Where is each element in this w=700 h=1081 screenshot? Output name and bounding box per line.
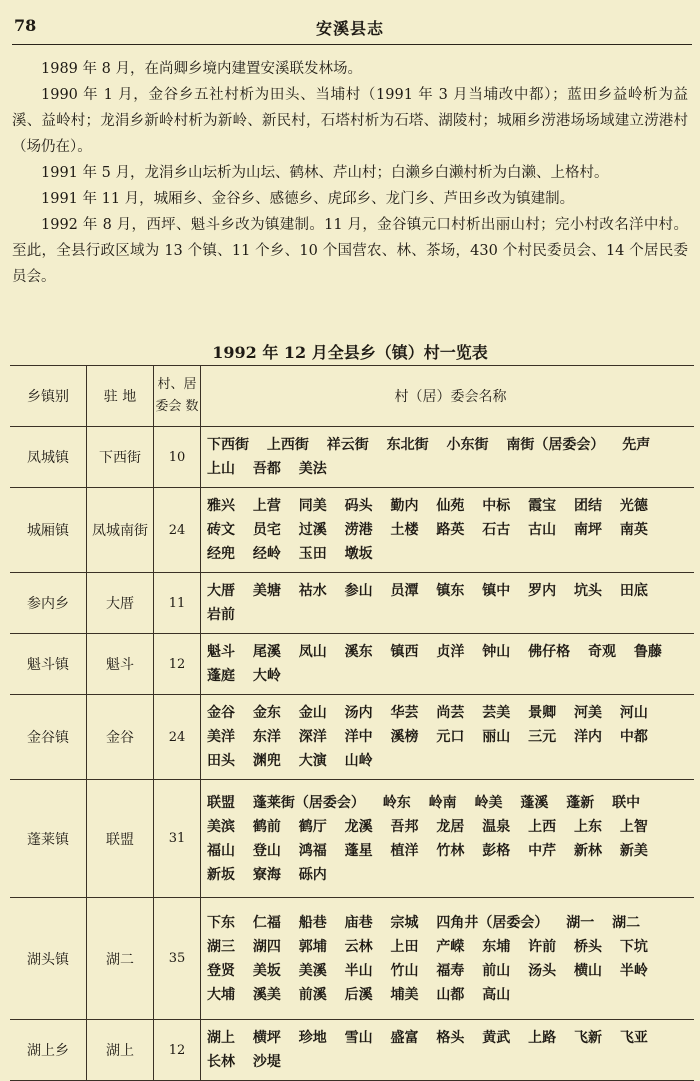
village-name: 桥头 xyxy=(574,938,602,955)
village-name: 华芸 xyxy=(390,705,419,721)
village-name: 参山 xyxy=(344,583,373,599)
village-name: 埔美 xyxy=(390,986,419,1003)
village-name: 路英 xyxy=(436,522,465,538)
village-name: 南坪 xyxy=(574,522,602,538)
header-count: 村、居委会 数 xyxy=(154,366,201,427)
village-name: 蓬新 xyxy=(566,794,595,811)
village-name: 福山 xyxy=(207,842,235,859)
names-cell xyxy=(201,634,695,695)
header-rule xyxy=(12,44,692,45)
village-name: 大演 xyxy=(298,753,327,769)
paragraph: 1992 年 8 月，西坪、魁斗乡改为镇建制。11 月，金谷镇元口村析出丽山村；完小村改名洋中村。至此，全县行政区域为 13 个镇、11 个乡、10 个国营农、林、茶场，430 个村民委员会、14 个居民委员会。 xyxy=(12,217,688,285)
village-name: 蓬星 xyxy=(344,842,373,859)
town-cell: 凤城镇 xyxy=(10,427,87,488)
village-name: 美洋 xyxy=(207,729,235,745)
village-name: 勤内 xyxy=(390,498,419,514)
village-name: 上智 xyxy=(619,818,648,835)
village-name: 福寿 xyxy=(436,962,465,979)
village-name: 佛仔格 xyxy=(528,644,571,660)
village-name: 丽山 xyxy=(482,729,511,745)
village-name: 前溪 xyxy=(298,986,327,1003)
village-name: 田底 xyxy=(619,583,648,599)
village-name: 下西街 xyxy=(207,437,249,453)
village-name: 洋中 xyxy=(344,729,373,745)
village-name: 深洋 xyxy=(298,729,327,745)
village-name: 宗城 xyxy=(390,914,419,931)
village-name: 元口 xyxy=(436,729,465,745)
village-name: 半山 xyxy=(344,962,373,979)
village-name: 鹤厅 xyxy=(298,818,327,835)
village-name: 雅兴 xyxy=(207,498,235,514)
names-list xyxy=(207,634,694,694)
village-name: 美法 xyxy=(298,461,327,477)
town-cell: 魁斗镇 xyxy=(10,634,87,695)
village-name: 溪榜 xyxy=(390,729,419,745)
village-name: 汤内 xyxy=(344,705,373,721)
village-name: 仙苑 xyxy=(436,498,465,514)
village-name: 黄武 xyxy=(482,1030,511,1046)
village-name: 吾都 xyxy=(252,461,281,477)
village-name: 温泉 xyxy=(482,818,511,835)
village-name: 南街（居委会） xyxy=(506,437,605,453)
names-list xyxy=(207,905,694,1013)
table-title: 1992 年 12 月全县乡（镇）村一览表 xyxy=(212,343,488,362)
count-cell: 11 xyxy=(154,573,201,634)
village-name: 仁福 xyxy=(252,914,281,931)
town-cell: 湖头镇 xyxy=(10,898,87,1020)
village-name: 鸿福 xyxy=(298,842,327,859)
table-row xyxy=(10,634,694,695)
paragraph: 1991 年 11 月，城厢乡、金谷乡、感德乡、虎邱乡、龙门乡、芦田乡改为镇建制。 xyxy=(41,191,575,207)
count-cell: 24 xyxy=(154,488,201,573)
village-name: 金山 xyxy=(298,705,327,721)
village-name: 金谷 xyxy=(207,705,235,721)
town-cell: 金谷镇 xyxy=(10,695,87,780)
village-name: 祜水 xyxy=(298,583,327,599)
village-name: 格头 xyxy=(436,1030,465,1046)
village-name: 凤山 xyxy=(298,644,327,660)
names-cell xyxy=(201,898,695,1020)
village-name: 许前 xyxy=(528,938,557,955)
village-name: 沙堤 xyxy=(252,1054,281,1070)
seat-cell: 湖二 xyxy=(87,898,154,1020)
names-list xyxy=(207,1020,694,1080)
village-name: 员宅 xyxy=(252,522,281,538)
village-name: 中芹 xyxy=(528,842,557,859)
village-name: 同美 xyxy=(298,498,327,514)
village-name: 产嵘 xyxy=(436,938,465,955)
village-name: 长林 xyxy=(207,1054,235,1070)
village-name: 岭南 xyxy=(428,794,457,811)
village-name: 岭东 xyxy=(382,794,411,811)
village-name: 东埔 xyxy=(482,938,511,955)
village-name: 经岭 xyxy=(252,546,281,562)
village-name: 湖三 xyxy=(207,938,235,955)
village-name: 雪山 xyxy=(344,1030,373,1046)
village-name: 中都 xyxy=(619,729,648,745)
village-name: 南英 xyxy=(619,522,648,538)
paragraph: 1990 年 1 月，金谷乡五社村析为田头、当埔村（1991 年 3 月当埔改中都）；蓝田乡益岭析为益溪、益岭村；龙涓乡新岭村析为新岭、新民村，石塔村析为石塔、湖陵村；城厢乡涝港场场域建立涝港村（场仍在）。 xyxy=(12,87,688,155)
village-name: 团结 xyxy=(574,498,602,514)
village-name: 湖二 xyxy=(612,914,641,931)
town-cell: 城厢镇 xyxy=(10,488,87,573)
village-name: 景卿 xyxy=(528,705,557,721)
village-name: 新坂 xyxy=(207,866,235,883)
village-name: 蓬溪 xyxy=(520,794,549,811)
village-name: 古山 xyxy=(528,522,557,538)
count-cell: 12 xyxy=(154,634,201,695)
village-name: 罗内 xyxy=(528,583,557,599)
village-name: 竹山 xyxy=(390,962,419,979)
body-text xyxy=(12,56,688,290)
village-name: 横坪 xyxy=(252,1030,281,1046)
village-name: 植洋 xyxy=(390,842,419,859)
village-name: 下坑 xyxy=(619,938,648,955)
village-name: 渊兜 xyxy=(252,753,281,769)
village-name: 下东 xyxy=(207,914,235,931)
seat-cell: 凤城南街 xyxy=(87,488,154,573)
village-name: 联中 xyxy=(612,794,641,811)
village-name: 美塘 xyxy=(252,583,281,599)
village-name: 蓬莱街（居委会） xyxy=(252,794,365,811)
seat-cell: 金谷 xyxy=(87,695,154,780)
names-list xyxy=(207,573,694,633)
village-name: 土楼 xyxy=(390,522,419,538)
village-name: 先声 xyxy=(622,437,651,453)
village-name: 湖一 xyxy=(566,914,595,931)
names-cell xyxy=(201,1020,695,1081)
village-name: 中标 xyxy=(482,498,511,514)
table-row xyxy=(10,695,694,780)
village-name: 大埔 xyxy=(207,986,235,1003)
town-cell: 蓬莱镇 xyxy=(10,780,87,898)
village-name: 美滨 xyxy=(207,818,235,835)
village-name: 美坂 xyxy=(252,962,281,979)
village-name: 庙巷 xyxy=(344,914,373,931)
village-name: 镇东 xyxy=(436,583,465,599)
village-name: 砾内 xyxy=(298,866,327,883)
village-name: 吾邦 xyxy=(390,818,419,835)
count-cell: 10 xyxy=(154,427,201,488)
village-name: 汤头 xyxy=(528,962,557,979)
village-name: 山岭 xyxy=(344,753,373,769)
table-row xyxy=(10,898,694,1020)
village-name: 东洋 xyxy=(252,729,281,745)
village-name: 钟山 xyxy=(482,644,511,660)
village-name: 郭埔 xyxy=(298,938,327,955)
table-body xyxy=(10,427,694,1081)
count-cell: 12 xyxy=(154,1020,201,1081)
village-name: 上田 xyxy=(390,938,419,955)
count-cell: 31 xyxy=(154,780,201,898)
village-name: 小东街 xyxy=(446,437,489,453)
book-title: 安溪县志 xyxy=(315,19,384,38)
names-list xyxy=(207,785,694,893)
village-name: 飞新 xyxy=(574,1030,602,1046)
village-name: 上西街 xyxy=(266,437,309,453)
village-name: 溪东 xyxy=(344,644,373,660)
header-town: 乡镇别 xyxy=(10,366,87,427)
names-cell xyxy=(201,780,695,898)
town-village-table xyxy=(10,365,694,1081)
village-name: 上营 xyxy=(252,498,281,514)
village-name: 光德 xyxy=(619,498,648,514)
town-cell: 参内乡 xyxy=(10,573,87,634)
village-name: 上山 xyxy=(207,461,235,477)
village-name: 祥云街 xyxy=(326,437,369,453)
village-name: 岭美 xyxy=(474,794,503,811)
village-name: 镇西 xyxy=(390,644,419,660)
village-name: 员潭 xyxy=(390,583,419,599)
village-name: 坑头 xyxy=(574,583,602,599)
village-name: 尚芸 xyxy=(436,705,465,721)
village-name: 珍地 xyxy=(298,1030,327,1046)
village-name: 镇中 xyxy=(482,583,511,599)
village-name: 龙居 xyxy=(436,818,465,835)
village-name: 竹林 xyxy=(436,842,465,859)
village-name: 龙溪 xyxy=(344,818,373,835)
table-row xyxy=(10,488,694,573)
paragraph: 1991 年 5 月，龙涓乡山坛析为山坛、鹤林、芹山村；白濑乡白濑村析为白濑、上格村。 xyxy=(41,165,609,181)
village-name: 东北街 xyxy=(386,437,429,453)
village-name: 鲁藤 xyxy=(633,644,662,660)
village-name: 岩前 xyxy=(207,607,235,623)
count-cell: 24 xyxy=(154,695,201,780)
village-name: 田头 xyxy=(207,753,235,769)
page-header xyxy=(0,14,700,44)
village-name: 登贤 xyxy=(207,962,235,979)
village-name: 砖文 xyxy=(207,522,235,538)
names-cell xyxy=(201,573,695,634)
village-name: 盛富 xyxy=(390,1030,419,1046)
seat-cell: 联盟 xyxy=(87,780,154,898)
names-list xyxy=(207,488,694,572)
village-name: 河山 xyxy=(619,705,648,721)
names-cell xyxy=(201,695,695,780)
names-cell xyxy=(201,427,695,488)
village-name: 溪美 xyxy=(252,986,281,1003)
village-name: 霞宝 xyxy=(528,498,557,514)
village-name: 过溪 xyxy=(298,522,327,538)
village-name: 墩坂 xyxy=(344,546,373,562)
village-name: 新林 xyxy=(574,842,602,859)
table-row xyxy=(10,1020,694,1081)
village-name: 河美 xyxy=(574,705,602,721)
village-name: 金东 xyxy=(252,705,281,721)
village-name: 湖上 xyxy=(207,1030,235,1046)
header-names: 村（居）委会名称 xyxy=(201,366,695,427)
village-name: 鹤前 xyxy=(252,818,281,835)
table-row xyxy=(10,427,694,488)
town-cell: 湖上乡 xyxy=(10,1020,87,1081)
village-name: 高山 xyxy=(482,986,511,1003)
seat-cell: 魁斗 xyxy=(87,634,154,695)
seat-cell: 下西街 xyxy=(87,427,154,488)
village-name: 新美 xyxy=(619,842,648,859)
village-name: 上路 xyxy=(528,1030,557,1046)
village-name: 后溪 xyxy=(344,986,373,1003)
table-row xyxy=(10,573,694,634)
village-name: 飞亚 xyxy=(619,1030,648,1046)
village-name: 尾溪 xyxy=(252,644,281,660)
village-name: 船巷 xyxy=(298,914,327,931)
village-name: 上东 xyxy=(574,818,602,835)
village-name: 寮海 xyxy=(252,866,281,883)
village-name: 洋内 xyxy=(574,729,602,745)
village-name: 三元 xyxy=(528,729,557,745)
village-name: 经兜 xyxy=(207,546,235,562)
village-name: 湖四 xyxy=(252,938,281,955)
village-name: 山都 xyxy=(436,986,465,1003)
village-name: 前山 xyxy=(482,962,511,979)
village-name: 大厝 xyxy=(207,583,235,599)
village-name: 码头 xyxy=(344,498,373,514)
village-name: 贞洋 xyxy=(436,644,465,660)
village-name: 蓬庭 xyxy=(207,668,235,684)
village-name: 大岭 xyxy=(252,668,281,684)
village-name: 美溪 xyxy=(298,962,327,979)
names-cell xyxy=(201,488,695,573)
village-name: 涝港 xyxy=(344,522,373,538)
village-name: 彭格 xyxy=(482,842,511,859)
village-name: 芸美 xyxy=(482,705,511,721)
header-seat: 驻 地 xyxy=(87,366,154,427)
village-name: 联盟 xyxy=(207,794,235,811)
table-header-row xyxy=(10,366,694,427)
village-name: 玉田 xyxy=(298,546,327,562)
village-name: 云林 xyxy=(344,938,373,955)
village-name: 石古 xyxy=(482,522,511,538)
table-row xyxy=(10,780,694,898)
seat-cell: 湖上 xyxy=(87,1020,154,1081)
village-name: 四角井（居委会） xyxy=(436,914,549,931)
village-name: 上西 xyxy=(528,818,557,835)
seat-cell: 大厝 xyxy=(87,573,154,634)
count-cell: 35 xyxy=(154,898,201,1020)
village-name: 半岭 xyxy=(619,962,648,979)
village-name: 魁斗 xyxy=(207,644,235,660)
page-number: 78 xyxy=(14,16,37,35)
paragraph: 1989 年 8 月，在尚卿乡境内建置安溪联发林场。 xyxy=(41,61,362,77)
village-name: 奇观 xyxy=(588,644,616,660)
names-list xyxy=(207,427,694,487)
village-name: 登山 xyxy=(252,842,281,859)
village-name: 横山 xyxy=(574,962,602,979)
names-list xyxy=(207,695,694,779)
